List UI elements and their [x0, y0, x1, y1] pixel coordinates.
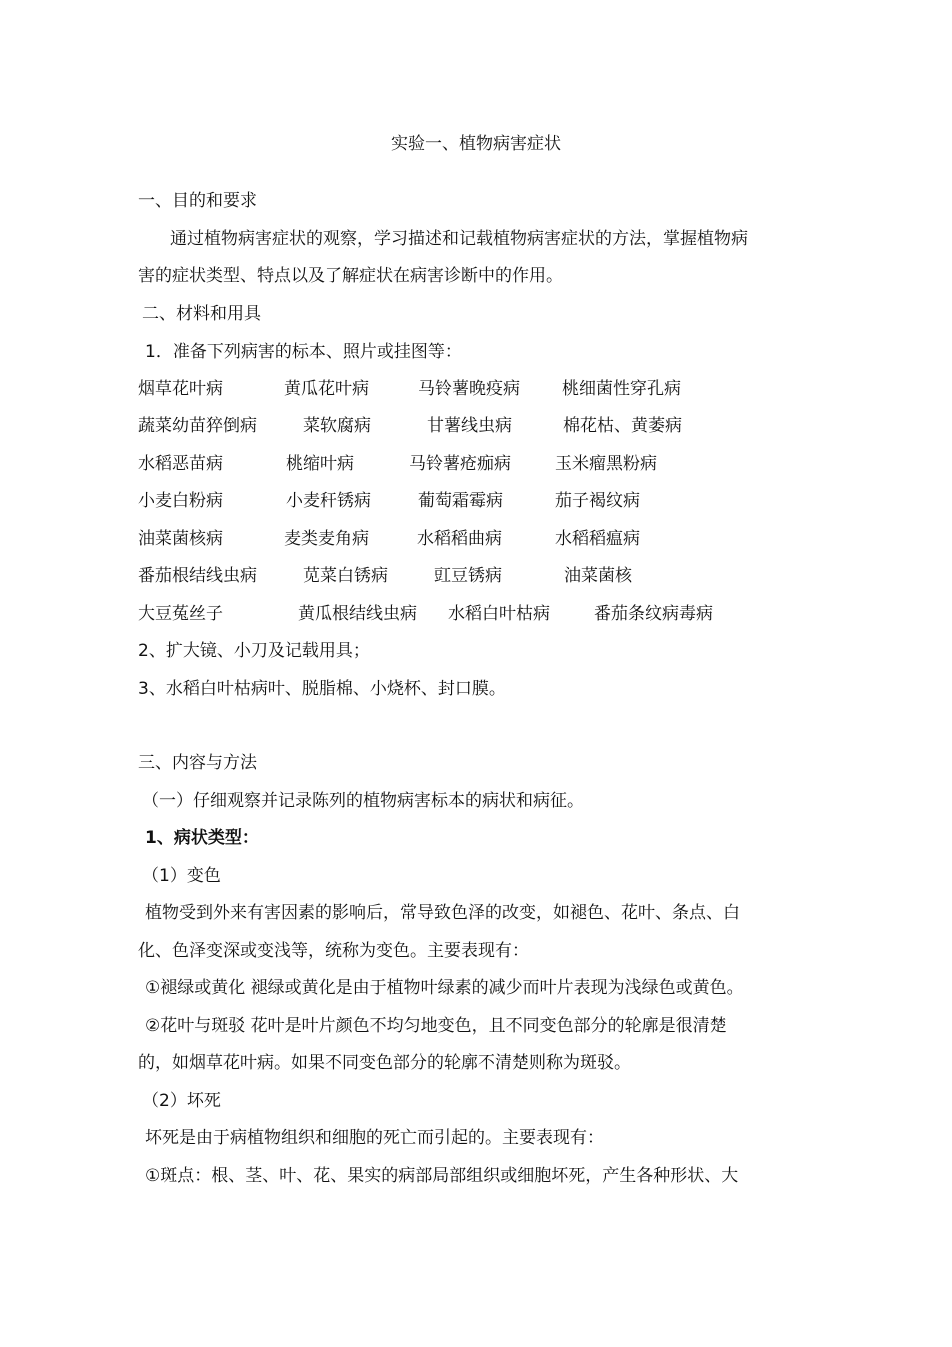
type-2-item-a: ①斑点：根、茎、叶、花、果实的病部局部组织或细胞坏死，产生各种形状、大: [145, 1166, 739, 1186]
disease-name: 黄瓜根结线虫病: [298, 604, 417, 624]
section-1-paragraph-line-1: 通过植物病害症状的观察，学习描述和记载植物病害症状的方法，掌握植物病: [170, 229, 748, 249]
disease-name: 大豆菟丝子: [138, 604, 223, 624]
disease-name: 油菜菌核病: [138, 529, 223, 549]
page-title: 实验一、植物病害症状: [391, 134, 561, 154]
disease-name: 水稻稻瘟病: [555, 529, 640, 549]
disease-name: 水稻白叶枯病: [448, 604, 550, 624]
type-1-item-b-line-1: ②花叶与斑驳 花叶是叶片颜色不均匀地变色，且不同变色部分的轮廓是很清楚: [145, 1016, 727, 1036]
section-1-paragraph-line-2: 害的症状类型、特点以及了解症状在病害诊断中的作用。: [138, 266, 563, 286]
disease-name: 桃缩叶病: [286, 454, 354, 474]
disease-name: 水稻稻曲病: [417, 529, 502, 549]
disease-name: 甘薯线虫病: [427, 416, 512, 436]
type-2-paragraph: 坏死是由于病植物组织和细胞的死亡而引起的。主要表现有：: [145, 1128, 604, 1148]
symptom-types-heading: 1、病状类型：: [145, 828, 259, 848]
disease-name: 马铃薯疮痂病: [409, 454, 511, 474]
disease-name: 水稻恶苗病: [138, 454, 223, 474]
type-1-item-a: ①褪绿或黄化 褪绿或黄化是由于植物叶绿素的减少而叶片表现为浅绿色或黄色。: [145, 978, 744, 998]
type-2-heading: （2）坏死: [142, 1091, 221, 1111]
disease-name: 黄瓜花叶病: [284, 379, 369, 399]
subsection-1: （一）仔细观察并记录陈列的植物病害标本的病状和病征。: [142, 791, 584, 811]
type-1-paragraph-line-1: 植物受到外来有害因素的影响后，常导致色泽的改变，如褪色、花叶、条点、白: [145, 903, 740, 923]
disease-name: 苋菜白锈病: [303, 566, 388, 586]
disease-name: 豇豆锈病: [434, 566, 502, 586]
disease-name: 茄子褐纹病: [555, 491, 640, 511]
disease-name: 马铃薯晚疫病: [418, 379, 520, 399]
disease-name: 棉花枯、黄萎病: [563, 416, 682, 436]
disease-name: 小麦秆锈病: [286, 491, 371, 511]
disease-name: 葡萄霜霉病: [418, 491, 503, 511]
section-1-heading: 一、目的和要求: [138, 191, 257, 211]
material-item-3: 3、水稻白叶枯病叶、脱脂棉、小烧杯、封口膜。: [138, 679, 506, 699]
disease-name: 小麦白粉病: [138, 491, 223, 511]
disease-name: 蔬菜幼苗猝倒病: [138, 416, 257, 436]
disease-name: 玉米瘤黑粉病: [555, 454, 657, 474]
disease-name: 番茄条纹病毒病: [594, 604, 713, 624]
disease-name: 油菜菌核: [564, 566, 632, 586]
material-item-1: 1．准备下列病害的标本、照片或挂图等：: [145, 342, 462, 362]
section-3-heading: 三、内容与方法: [138, 753, 257, 773]
disease-name: 烟草花叶病: [138, 379, 223, 399]
disease-name: 桃细菌性穿孔病: [562, 379, 681, 399]
type-1-heading: （1）变色: [142, 866, 221, 886]
type-1-paragraph-line-2: 化、色泽变深或变浅等，统称为变色。主要表现有：: [138, 941, 529, 961]
material-item-2: 2、扩大镜、小刀及记载用具；: [138, 641, 370, 661]
disease-name: 麦类麦角病: [284, 529, 369, 549]
disease-name: 菜软腐病: [303, 416, 371, 436]
disease-name: 番茄根结线虫病: [138, 566, 257, 586]
section-2-heading: 二、材料和用具: [142, 304, 261, 324]
type-1-item-b-line-2: 的，如烟草花叶病。如果不同变色部分的轮廓不清楚则称为斑驳。: [138, 1053, 631, 1073]
